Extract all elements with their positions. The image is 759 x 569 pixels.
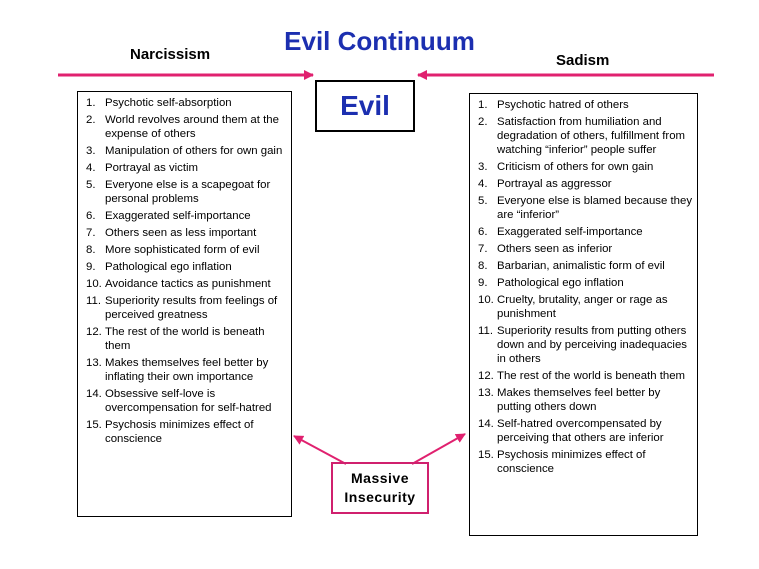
item-number: 8. (478, 260, 488, 272)
sadism-list (470, 94, 697, 476)
item-text: More sophisticated form of evil (105, 244, 260, 256)
list-item (86, 226, 287, 240)
list-item (478, 194, 693, 222)
item-number: 6. (86, 210, 96, 222)
item-number: 1. (86, 97, 96, 109)
evil-box: Evil (315, 80, 415, 132)
list-item (86, 144, 287, 158)
list-item (478, 242, 693, 256)
item-number: 2. (478, 116, 488, 128)
list-item (86, 113, 287, 141)
item-text: Criticism of others for own gain (497, 161, 654, 173)
item-number: 4. (478, 178, 488, 190)
list-item (86, 243, 287, 257)
item-text: Cruelty, brutality, anger or rage as punishment (497, 294, 668, 320)
list-item (86, 356, 287, 384)
item-number: 2. (86, 114, 96, 126)
item-number: 14. (478, 418, 494, 430)
item-number: 14. (86, 388, 102, 400)
item-text: Obsessive self-love is overcompensation for self-hatred (105, 388, 272, 414)
item-text: Psychotic hatred of others (497, 99, 629, 111)
list-item (478, 448, 693, 476)
item-text: Psychosis minimizes effect of conscience (497, 449, 646, 475)
item-number: 5. (478, 195, 488, 207)
narcissism-list (78, 92, 291, 446)
item-number: 7. (478, 243, 488, 255)
list-item (478, 160, 693, 174)
item-text: Superiority results from feelings of perceived greatness (105, 295, 278, 321)
item-text: Exaggerated self-importance (497, 226, 643, 238)
list-item (478, 98, 693, 112)
sadism-list-box (469, 93, 698, 536)
item-text: Others seen as inferior (497, 243, 613, 255)
item-number: 12. (478, 370, 494, 382)
item-number: 12. (86, 326, 102, 338)
list-item (86, 294, 287, 322)
item-text: Exaggerated self-importance (105, 210, 251, 222)
item-text: Superiority results from putting others down and by perceiving inadequacies in others (497, 325, 687, 365)
item-text: World revolves around them at the expense of others (105, 114, 279, 140)
list-item (86, 260, 287, 274)
item-text: Psychosis minimizes effect of conscience (105, 419, 254, 445)
massive-insecurity-box: Massive Insecurity (331, 462, 429, 514)
list-item (86, 325, 287, 353)
list-item (86, 178, 287, 206)
item-number: 9. (478, 277, 488, 289)
item-text: Self-hatred overcompensated by perceiving that others are inferior (497, 418, 664, 444)
item-number: 15. (478, 449, 494, 461)
item-text: Makes themselves feel better by putting others down (497, 387, 661, 413)
list-item (478, 177, 693, 191)
item-number: 10. (478, 294, 494, 306)
item-text: Manipulation of others for own gain (105, 145, 283, 157)
item-text: Everyone else is a scapegoat for personal problems (105, 179, 271, 205)
item-text: Makes themselves feel better by inflating their own importance (105, 357, 269, 383)
list-item (478, 417, 693, 445)
item-number: 6. (478, 226, 488, 238)
list-item (86, 418, 287, 446)
list-item (86, 96, 287, 110)
item-text: The rest of the world is beneath them (497, 370, 686, 382)
diagram-title: Evil Continuum (284, 26, 475, 56)
list-item (478, 225, 693, 239)
list-item (86, 277, 287, 291)
item-text: Portrayal as aggressor (497, 178, 612, 190)
item-number: 3. (478, 161, 488, 173)
item-text: Psychotic self-absorption (105, 97, 232, 109)
narcissism-list-box (77, 91, 292, 517)
list-item (86, 209, 287, 223)
list-item (478, 115, 693, 157)
sadism-heading: Sadism (556, 52, 610, 69)
item-text: Everyone else is blamed because they are “inferior” (497, 195, 693, 221)
item-number: 13. (478, 387, 494, 399)
item-number: 11. (86, 295, 101, 307)
item-number: 10. (86, 278, 102, 290)
item-text: Barbarian, animalistic form of evil (497, 260, 665, 272)
list-item (478, 276, 693, 290)
item-number: 1. (478, 99, 488, 111)
item-number: 15. (86, 419, 102, 431)
item-number: 3. (86, 145, 96, 157)
item-number: 9. (86, 261, 96, 273)
item-number: 13. (86, 357, 102, 369)
insecurity-arrow-right (412, 434, 465, 464)
item-text: Satisfaction from humiliation and degradation of others, fulfillment from watching “inferior” people suffer (497, 116, 686, 156)
item-number: 7. (86, 227, 96, 239)
item-text: Others seen as less important (105, 227, 257, 239)
item-number: 5. (86, 179, 96, 191)
item-text: Pathological ego inflation (105, 261, 232, 273)
item-text: Pathological ego inflation (497, 277, 624, 289)
list-item (478, 386, 693, 414)
list-item (478, 259, 693, 273)
list-item (86, 161, 287, 175)
list-item (478, 293, 693, 321)
insecurity-arrow-left (294, 436, 346, 464)
list-item (86, 387, 287, 415)
narcissism-heading: Narcissism (130, 46, 211, 63)
item-text: The rest of the world is beneath them (105, 326, 265, 352)
list-item (478, 324, 693, 366)
item-number: 8. (86, 244, 96, 256)
item-text: Avoidance tactics as punishment (105, 278, 271, 290)
item-number: 4. (86, 162, 96, 174)
item-number: 11. (478, 325, 493, 337)
list-item (478, 369, 693, 383)
item-text: Portrayal as victim (105, 162, 199, 174)
